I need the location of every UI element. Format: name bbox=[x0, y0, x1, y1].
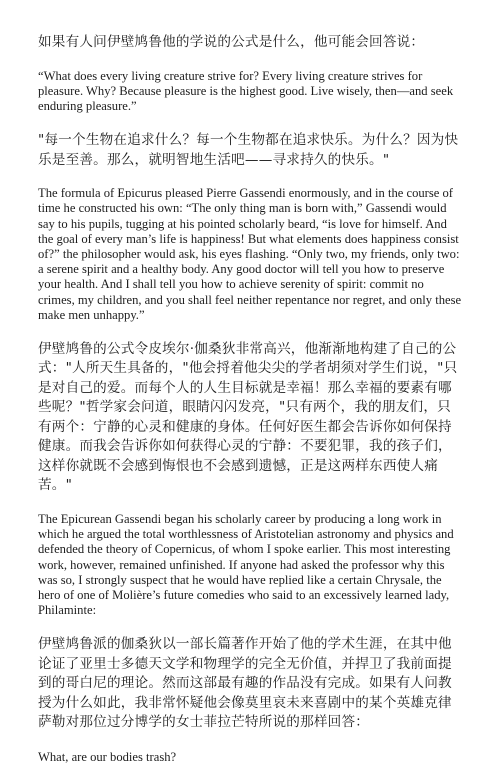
chinese-paragraph-gassendi-career: 伊壁鸠鲁派的伽桑狄以一部长篇著作开始了他的学术生涯，在其中他论证了亚里士多德天文学和物理学的完全无价值，并捍卫了我前面提到的哥白尼的理论。然而这部最有趣的作品没有完成。如果有人问教授为什么如此，我非常怀疑他会像莫里哀未来喜剧中的某个英雄克律萨勒对那位过分博学的女士菲拉芒特所说的那样回答： bbox=[38, 636, 452, 731]
english-paragraph-gassendi-formula: The formula of Epicurus pleased Pierre Gassendi enormously, and in the course of time he constructed his own: “The only thing man is born with,” Gassendi would say to his pupils, tugging at his pointed scholarly beard, “is love for himself. And the goal of every man’s life is happiness! But what elements does happiness consist of?” the philosopher would ask, his eyes flashing. “Only two, my friends, only two: a serene spirit and a healthy body. Any good doctor will tell you how to preserve your health. And I shall tell you how to achieve serenity of spirit: commit no crimes, my children, and you shall feel neither repentance nor regret, and only these make men unhappy.” bbox=[38, 186, 462, 322]
chinese-paragraph-gassendi-formula: 伊壁鸠鲁的公式令皮埃尔·伽桑狄非常高兴，他渐渐地构建了自己的公式："人所天生具备的，"他会捋着他尖尖的学者胡须对学生们说，"只是对自己的爱。而每个人的人生目标就是幸福！那么幸福的要素有哪些呢？"哲学家会问道，眼睛闪闪发亮，"只有两个，我的朋友们，只有两个：宁静的心灵和健康的身体。任何好医生都会告诉你如何保持健康。而我会告诉你如何获得心灵的宁静：不要犯罪，我的孩子们，这样你就既不会感到悔恨也不会感到遗憾，正是这两样东西使人痛苦。" bbox=[38, 340, 458, 494]
english-paragraph-gassendi-career: The Epicurean Gassendi began his scholarly career by producing a long work in which he argued the total worthlessness of Aristotelian astronomy and physics and defended the theory of Copernicus, of whom I spoke earlier. This most interesting work, however, remained unfinished. If anyone had asked the professor why this was so, I strongly suspect that he would have replied like a certain Chrysale, the hero of one of Molière’s future comedies who said to an excessively learned lady, Philaminte: bbox=[38, 511, 454, 618]
chinese-intro-line: 如果有人问伊壁鸠鲁他的学说的公式是什么，他可能会回答说： bbox=[38, 34, 425, 50]
chinese-quote-epicurus: "每一个生物在追求什么？每一个生物都在追求快乐。为什么？因为快乐是至善。那么，就明智地生活吧——寻求持久的快乐。" bbox=[38, 132, 459, 168]
english-quote-epicurus: “What does every living creature strive for? Every living creature strives for pleasure. Why? Because pleasure is the highest good. Live wisely, then—and seek enduring pleasure.” bbox=[38, 68, 454, 113]
english-quote-bodies: What, are our bodies trash? bbox=[38, 749, 177, 764]
